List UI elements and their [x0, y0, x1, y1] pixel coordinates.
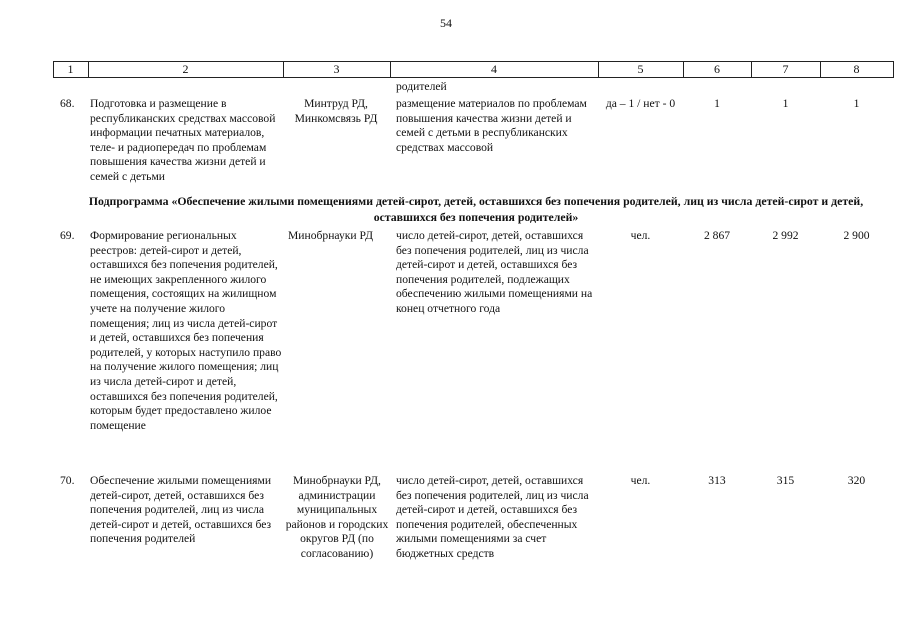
value-col7: 315	[776, 474, 795, 487]
header-bottom-border	[53, 77, 894, 78]
indicator-text: число детей-сирот, детей, оставшихся без попечения родителей, лиц из числа детей-сирот и детей, оставшихся без попечения родителей, подлежащих обеспечению жилыми помещениями на конец отчетного года	[396, 229, 593, 315]
row-number: 69.	[60, 229, 75, 242]
unit-text: да – 1 / нет - 0	[605, 97, 676, 110]
value-col8: 1	[853, 97, 860, 110]
unit-text: чел.	[630, 229, 651, 242]
page-number: 54	[440, 16, 452, 30]
value-col7: 2 992	[772, 229, 799, 242]
column-header-6: 6	[714, 62, 720, 76]
executor-text: Минтруд РД, Минкомсвязь РД	[294, 97, 378, 125]
row-number: 68.	[60, 97, 75, 110]
carry-over-text: родителей	[396, 80, 447, 93]
column-header-5: 5	[637, 62, 644, 76]
column-header-2: 2	[182, 62, 189, 76]
value-col6: 1	[714, 97, 720, 110]
value-col6: 313	[708, 474, 726, 487]
value-col8: 320	[847, 474, 866, 487]
header-divider	[893, 61, 894, 78]
row-number: 70.	[60, 474, 75, 487]
value-col7: 1	[782, 97, 789, 110]
column-header-8: 8	[853, 62, 860, 76]
unit-text: чел.	[630, 474, 651, 487]
column-header-4: 4	[491, 62, 497, 76]
column-header-7: 7	[782, 62, 789, 76]
value-col8: 2 900	[843, 229, 870, 242]
value-col6: 2 867	[703, 229, 731, 242]
measure-text: Подготовка и размещение в республиканских средствах массовой информации печатных материалов, теле- и радиопередач по проблемам повышения качества жизни детей и семей с детьми	[90, 97, 276, 183]
column-header-3: 3	[333, 62, 340, 76]
column-header-1: 1	[67, 62, 74, 76]
measure-text: Обеспечение жилыми помещениями детей-сирот, детей, оставшихся без попечения родителей, лиц из числа детей-сирот и детей, оставшихся без попечения родителей	[90, 474, 272, 546]
indicator-text: размещение материалов по проблемам повышения качества жизни детей и семей с детьми в республиканских средствах массовой	[396, 97, 587, 154]
measure-text: Формирование региональных реестров: детей-сирот и детей, оставшихся без попечения родителей, не имеющих закрепленного жилого помещения, состоящих на жилищном учете на получение жилого помещения; лиц из числа детей-сирот и детей, оставшихся без попечения родителей, у которых наступило право на получение жилого помещения; лиц из числа детей-сирот и детей, оставшихся без попечения родителей, которым будет предоставлено жилое помещение	[90, 229, 282, 432]
executor-text: Минобрнауки РД	[288, 229, 373, 242]
indicator-text: число детей-сирот, детей, оставшихся без попечения родителей, лиц из числа детей-сирот и детей, оставшихся без попечения родителей, обеспеченных жилыми помещениями за счет бюджетных средств	[396, 474, 589, 560]
executor-text: Минобрнауки РД, администрации муниципальных районов и городских округов РД (по согласованию)	[285, 474, 389, 560]
subprogram-title: Подпрограмма «Обеспечение жилыми помещениями детей-сирот, детей, оставшихся без попечения родителей, лиц из числа детей-сирот и детей, оставшихся без попечения родителей»	[88, 194, 864, 224]
